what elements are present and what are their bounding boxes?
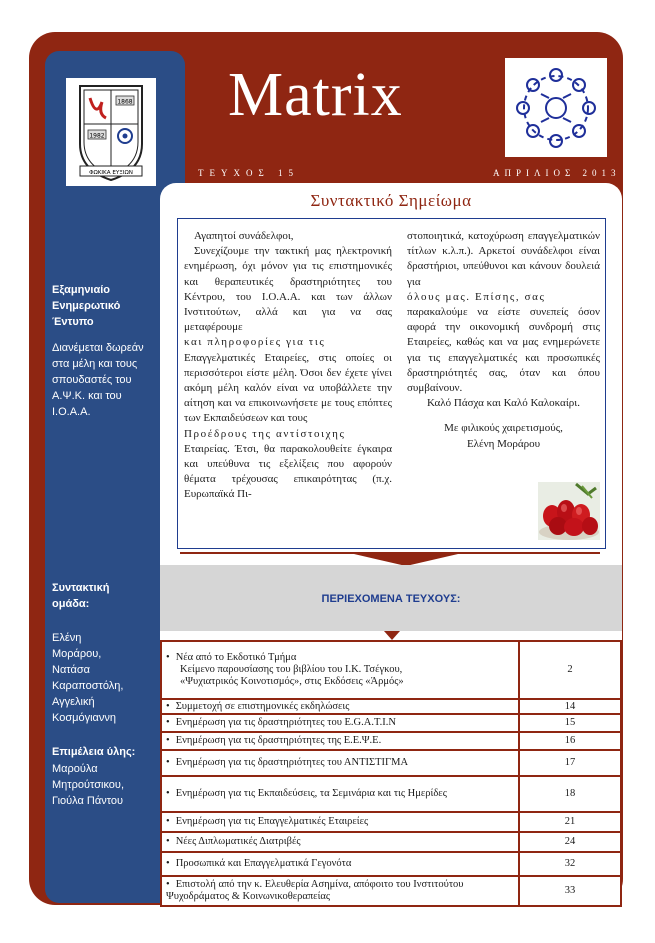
logo-year-1: 1868 (117, 98, 133, 106)
people-circle-icon (505, 58, 607, 157)
easter-eggs-image (538, 482, 600, 540)
material-member: Μητρούτσικου, (52, 779, 124, 791)
toc-table (160, 640, 622, 907)
toc-entry: • Ενημέρωση για τις Εκπαιδεύσεις, τα Σεμινάρια και τις Ημερίδες (161, 776, 519, 812)
toc-page: 24 (519, 832, 621, 852)
issue-date: ΑΠΡΙΛΙΟΣ 2013 (493, 168, 621, 178)
paragraph: στοποιητικά, κατοχύρωση επαγγελματικών τίτλων κ.λ.π.). Αρκετοί συνάδελφοι είναι δραστήριοι, υπεύθυνοι και κάνουν δουλειά για (407, 230, 600, 288)
paragraph: Εταιρείας. Έτσι, θα παρακολουθείτε έγκαιρα και υπεύθυνα τις εξελίξεις που αφορούν θέματα τρέχουσας επικαιρότητας (π.χ. Ευρωπαϊκά Πι- (184, 442, 392, 501)
toc-page: 18 (519, 776, 621, 812)
team-member: Μοράρου, (52, 648, 102, 660)
toc-title: ΠΕΡΙΕΧΟΜΕΝΑ ΤΕΥΧΟΥΣ: (321, 593, 461, 605)
toc-row[interactable] (161, 641, 621, 699)
toc-row[interactable] (161, 812, 621, 832)
editorial-title: Συντακτικό Σημείωμα (310, 191, 472, 210)
toc-page: 33 (519, 876, 621, 906)
easter-eggs-icon (538, 482, 600, 540)
paragraph: παρακαλούμε να είστε συνεπείς όσον αφορά την οικονομική συνδρομή στις Εταιρείες, καθώς και να μας ενημερώνετε για τις επαγγελματικές και προσωπικές δραστηριότητές σας, όταν και όπου συμβαίνουν. (407, 306, 600, 395)
toc-entry-title: • Νέα από το Εκδοτικό Τμήμα (166, 652, 514, 664)
toc-page: 2 (519, 641, 621, 699)
toc-row[interactable] (161, 776, 621, 812)
editorial-team-list (52, 630, 123, 726)
paragraph: όλους μας. Επίσης, σας (407, 290, 546, 303)
toc-row[interactable] (161, 750, 621, 776)
toc-page: 17 (519, 750, 621, 776)
editorial-column-1 (184, 229, 392, 503)
toc-page: 14 (519, 699, 621, 714)
toc-triangle (384, 631, 400, 640)
wishes: Καλό Πάσχα και Καλό Καλοκαίρι. (427, 397, 580, 410)
toc-page: 32 (519, 852, 621, 876)
paragraph: Προέδρους της αντίστοιχης (184, 427, 346, 440)
toc-entry (161, 641, 519, 699)
masthead-title: Matrix (228, 61, 403, 129)
toc-entry: • Ενημέρωση για τις δραστηριότητες του E.G.A.T.I.N (161, 714, 519, 732)
team-member: Κοσμόγιαννη (52, 712, 116, 724)
shield-icon (66, 78, 156, 186)
editorial-column-2 (407, 229, 600, 452)
paragraph: Επαγγελματικές Εταιρείες, στις οποίες οι περισσότεροι είστε μέλη. Όσοι δεν έχετε γίνει ακόμη μέλη καλόν είναι να υποβάλλετε την αίτηση και να επικοινωνήσετε με τους επόπτες των Εκπαιδεύσεων και τους (184, 351, 392, 425)
toc-row[interactable] (161, 832, 621, 852)
toc-row[interactable] (161, 714, 621, 732)
editorial-team-label: Συντακτική ομάδα: (52, 582, 110, 610)
issue-number: ΤΕΥΧΟΣ 15 (198, 168, 299, 178)
material-member: Μαρούλα (52, 763, 98, 775)
paragraph: και πληροφορίες για τις (184, 336, 326, 349)
matrix-emblem (505, 58, 607, 157)
toc-page: 21 (519, 812, 621, 832)
paragraph: Συνεχίζουμε την τακτική μας ηλεκτρονική ενημέρωση, όχι μόνον για τις επιστημονικές και θεραπευτικές δραστηριότητες του Κέντρου, του Ι.Ο.Α.Α. και των άλλων Ινστιτούτων, αλλά και για να σας μεταφέρουμε (184, 245, 392, 334)
publication-title: Εξαμηνιαίο Ενημερωτικό Έντυπο (52, 284, 121, 328)
toc-entry-sub: «Ψυχιατρικός Κοινοτισμός», στις Εκδόσεις «Άρμός» (180, 676, 404, 687)
material-list (52, 761, 124, 809)
toc-entry: • Επιστολή από την κ. Ελευθερία Ασημίνα, απόφοιτο του Ινστιτούτου Ψυχοδράματος & Κοινωνικοθεραπείας (161, 876, 519, 906)
greeting: Με φιλικούς χαιρετισμούς, (444, 422, 563, 435)
toc-row[interactable] (161, 876, 621, 906)
toc-entry: • Ενημέρωση για τις δραστηριότητες του ΑΝΤΙΣΤΙΓΜΑ (161, 750, 519, 776)
toc-entry-sub: Κείμενο παρουσίασης του βιβλίου του Ι.Κ. Τσέγκου, (180, 664, 403, 675)
toc-entry: • Ενημέρωση για τις δραστηριότητες της Ε.Ε.Ψ.Ε. (161, 732, 519, 750)
distribution-note: Διανέμεται δωρεάν στα μέλη και τους σπουδαστές του Α.Ψ.Κ. και του Ι.Ο.Α.Α. (52, 342, 144, 418)
school-logo (66, 78, 156, 186)
team-member: Καραποστόλη, (52, 680, 124, 692)
material-label: Επιμέλεια ύλης: (52, 746, 136, 758)
logo-year-2: 1982 (89, 132, 105, 140)
signature: Ελένη Μοράρου (466, 437, 541, 450)
toc-entry: • Συμμετοχή σε επιστημονικές εκδηλώσεις (161, 699, 519, 714)
team-member: Αγγελική (52, 696, 95, 708)
toc-entry: • Νέες Διπλωματικές Διατριβές (161, 832, 519, 852)
toc-row[interactable] (161, 852, 621, 876)
toc-row[interactable] (161, 699, 621, 714)
team-member: Νατάσα (52, 664, 91, 676)
toc-page: 15 (519, 714, 621, 732)
toc-entry: • Προσωπικά και Επαγγελματικά Γεγονότα (161, 852, 519, 876)
toc-row[interactable] (161, 732, 621, 750)
team-member: Ελένη (52, 632, 82, 644)
logo-motto: ΦΩΚΙΚΑ ΕΥΞΙΩΝ (89, 170, 133, 176)
material-member: Γιούλα Πάντου (52, 795, 124, 807)
salutation: Αγαπητοί συνάδελφοι, (194, 230, 294, 242)
toc-entry: • Ενημέρωση για τις Επαγγελματικές Εταιρείες (161, 812, 519, 832)
toc-page: 16 (519, 732, 621, 750)
